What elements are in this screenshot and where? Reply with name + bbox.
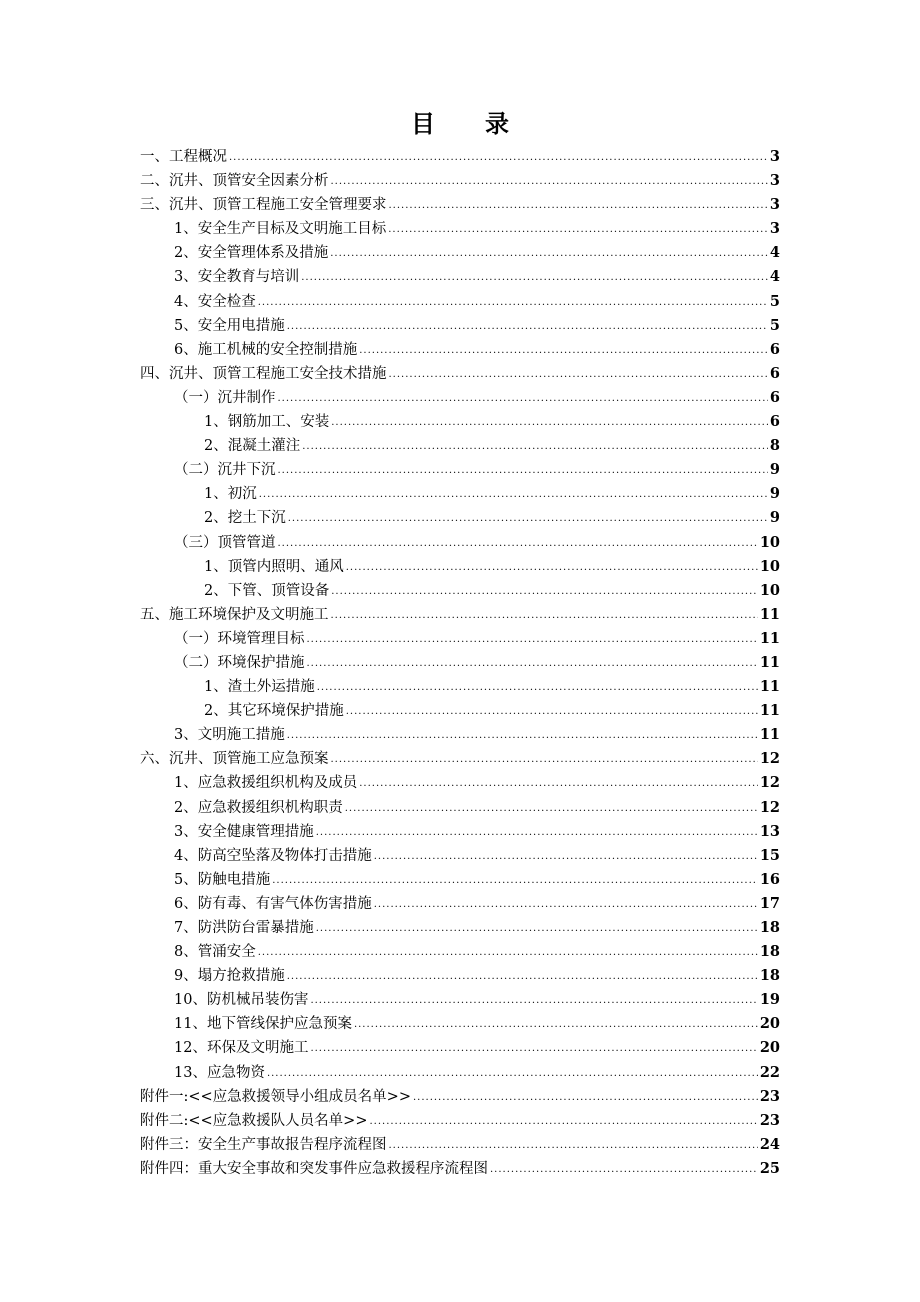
toc-entry-label: 2、安全管理体系及措施 <box>174 245 329 262</box>
toc-entry[interactable] <box>140 1157 780 1181</box>
toc-page-number: 9 <box>769 485 780 503</box>
toc-page-number: 8 <box>769 437 780 455</box>
toc-entry-label: 1、顶管内照明、通风 <box>204 558 344 575</box>
toc-leader-dots <box>278 466 768 476</box>
toc-leader-dots <box>278 394 768 404</box>
toc-entry-label: 一、工程概况 <box>140 149 227 165</box>
toc-entry-label: 1、应急救援组织机构及成员 <box>174 775 358 792</box>
toc-entry-label: 2、挖土下沉 <box>204 510 286 527</box>
toc-page-number: 24 <box>759 1135 780 1153</box>
toc-entry-label: 附件三：安全生产事故报告程序流程图 <box>140 1136 387 1153</box>
toc-entry-label: 附件一:<<应急救援领导小组成员名单>> <box>140 1088 411 1105</box>
toc-page-number: 11 <box>759 653 780 671</box>
toc-page-number: 3 <box>769 220 780 238</box>
toc-entry-label: 6、防有毒、有害气体伤害措施 <box>174 895 372 912</box>
toc-leader-dots <box>359 779 758 789</box>
toc-entry[interactable] <box>140 1085 780 1109</box>
toc-leader-dots <box>287 972 758 982</box>
toc-leader-dots <box>331 587 758 597</box>
toc-entry-label: 4、防高空坠落及物体打击措施 <box>174 847 372 864</box>
toc-entry-label: （三）顶管管道 <box>174 534 276 551</box>
toc-entry[interactable] <box>140 1061 780 1085</box>
toc-entry[interactable] <box>140 458 780 482</box>
toc-entry-label: 附件四：重大安全事故和突发事件应急救援程序流程图 <box>140 1160 488 1177</box>
toc-entry-label: （二）环境保护措施 <box>174 654 305 671</box>
toc-entry-label: 10、防机械吊装伤害 <box>174 992 309 1009</box>
toc-entry-label: 2、其它环境保护措施 <box>204 703 344 720</box>
toc-page-number: 11 <box>759 605 780 623</box>
toc-leader-dots <box>278 539 758 549</box>
toc-entry-label: 7、防洪防台雷暴措施 <box>174 920 314 936</box>
toc-page-number: 12 <box>759 750 780 768</box>
toc-leader-dots <box>354 1020 758 1030</box>
toc-entry-label: 3、安全教育与培训 <box>174 269 300 286</box>
toc-entry[interactable] <box>140 290 780 314</box>
toc-entry[interactable] <box>140 964 780 988</box>
title-char-1: 目 <box>411 109 435 138</box>
toc-page-number: 17 <box>759 894 780 912</box>
toc-entry[interactable] <box>140 916 780 940</box>
toc-entry-label: 11、地下管线保护应急预案 <box>174 1016 352 1033</box>
toc-page-number: 15 <box>759 846 780 864</box>
toc-page-number: 11 <box>759 629 780 647</box>
toc-page-number: 12 <box>759 774 780 792</box>
toc-leader-dots <box>310 1044 757 1054</box>
toc-entry-label: 5、安全用电措施 <box>174 317 285 334</box>
toc-page-number: 5 <box>769 316 780 334</box>
toc-entry[interactable] <box>140 241 780 265</box>
toc-leader-dots <box>490 1165 758 1175</box>
toc-leader-dots <box>287 322 768 332</box>
toc-entry-label: 五、施工环境保护及文明施工 <box>140 606 329 623</box>
toc-entry-label: 2、下管、顶管设备 <box>204 582 330 599</box>
toc-page-number: 3 <box>769 148 780 165</box>
toc-leader-dots <box>388 225 768 235</box>
toc-page-number: 25 <box>759 1159 780 1177</box>
toc-leader-dots <box>307 659 758 669</box>
toc-leader-dots <box>331 418 768 428</box>
toc-entry[interactable] <box>140 193 780 217</box>
toc-leader-dots <box>316 828 758 838</box>
toc-page-number: 4 <box>769 244 780 262</box>
toc-leader-dots <box>346 563 758 573</box>
toc-entry[interactable] <box>140 338 780 362</box>
toc-leader-dots <box>272 876 758 886</box>
toc-entry[interactable] <box>140 892 780 916</box>
toc-entry-label: 三、沉井、顶管工程施工安全管理要求 <box>140 197 387 214</box>
toc-leader-dots <box>346 707 758 717</box>
toc-entry-label: 1、渣土外运措施 <box>204 679 315 696</box>
toc-page-number: 18 <box>759 919 780 936</box>
toc-page-number: 5 <box>769 292 780 310</box>
toc-leader-dots <box>374 852 758 862</box>
toc-entry[interactable] <box>140 820 780 844</box>
toc-entry[interactable] <box>140 796 780 820</box>
toc-entry-label: 1、钢筋加工、安装 <box>204 414 330 431</box>
toc-entry-label: 4、安全检查 <box>174 293 256 310</box>
toc-page-number: 18 <box>759 943 780 961</box>
toc-entry-label: 1、初沉 <box>204 486 257 503</box>
toc-leader-dots <box>330 249 768 259</box>
title-char-2: 录 <box>485 109 509 138</box>
toc-page-number: 20 <box>759 1039 780 1057</box>
toc-page-number: 18 <box>759 967 780 985</box>
toc-page-number: 6 <box>769 388 780 406</box>
toc-page-number: 10 <box>759 557 780 575</box>
toc-leader-dots <box>258 948 758 958</box>
toc-entry[interactable] <box>140 627 780 651</box>
toc-entry[interactable] <box>140 940 780 964</box>
toc-page-number: 6 <box>769 413 780 431</box>
toc-page-number: 23 <box>759 1087 780 1105</box>
toc-leader-dots <box>288 514 768 524</box>
toc-page-number: 9 <box>769 509 780 527</box>
toc-entry[interactable] <box>140 603 780 627</box>
toc-entry-label: （二）沉井下沉 <box>174 462 276 479</box>
toc-entry[interactable] <box>140 531 780 555</box>
toc-entry-label: 5、防触电措施 <box>174 871 271 888</box>
toc-entry[interactable] <box>140 699 780 723</box>
toc-entry-label: 6、施工机械的安全控制措施 <box>174 341 358 358</box>
toc-page-number: 10 <box>759 581 780 599</box>
toc-leader-dots <box>374 900 758 910</box>
toc-entry-label: 2、混凝土灌注 <box>204 438 301 455</box>
toc-leader-dots <box>331 611 758 621</box>
toc-leader-dots <box>317 683 758 693</box>
toc-entry[interactable] <box>140 482 780 506</box>
toc-page-number: 4 <box>769 268 780 286</box>
toc-entry[interactable] <box>140 771 780 795</box>
toc-page-number: 11 <box>759 678 780 696</box>
toc-entry[interactable] <box>140 362 780 386</box>
toc-page-number: 23 <box>759 1111 780 1129</box>
toc-entry[interactable] <box>140 217 780 241</box>
toc-leader-dots <box>345 804 758 814</box>
toc-page-number: 6 <box>769 364 780 382</box>
toc-page-number: 3 <box>769 172 780 190</box>
toc-entry[interactable] <box>140 1036 780 1060</box>
toc-leader-dots <box>301 273 768 283</box>
toc-leader-dots <box>316 924 758 934</box>
toc-entry[interactable] <box>140 1109 780 1133</box>
toc-entry[interactable] <box>140 265 780 289</box>
toc-entry-label: 附件二:<<应急救援队人员名单>> <box>140 1112 368 1129</box>
toc-page-number: 9 <box>769 461 780 479</box>
toc-leader-dots <box>258 298 768 308</box>
toc-leader-dots <box>267 1069 758 1079</box>
table-of-contents <box>140 145 780 1181</box>
toc-leader-dots <box>307 635 758 645</box>
toc-entry-label: 二、沉井、顶管安全因素分析 <box>140 173 329 190</box>
toc-entry[interactable] <box>140 555 780 579</box>
toc-entry[interactable] <box>140 386 780 410</box>
toc-entry-label: 2、应急救援组织机构职责 <box>174 799 343 816</box>
toc-entry[interactable] <box>140 579 780 603</box>
toc-entry-label: 3、文明施工措施 <box>174 727 285 744</box>
toc-entry[interactable] <box>140 434 780 458</box>
toc-leader-dots <box>287 731 758 741</box>
toc-page-number: 19 <box>759 991 780 1009</box>
toc-entry-label: 12、环保及文明施工 <box>174 1040 309 1057</box>
toc-leader-dots <box>229 153 768 163</box>
toc-entry-label: 8、管涌安全 <box>174 944 256 961</box>
toc-leader-dots <box>259 490 768 500</box>
toc-entry-label: 3、安全健康管理措施 <box>174 823 314 840</box>
toc-entry[interactable] <box>140 988 780 1012</box>
toc-leader-dots <box>389 370 768 380</box>
toc-leader-dots <box>389 201 768 211</box>
toc-entry[interactable] <box>140 1012 780 1036</box>
toc-leader-dots <box>369 1117 757 1127</box>
toc-page-number: 11 <box>759 726 780 744</box>
toc-entry[interactable] <box>140 169 780 193</box>
toc-page-number: 16 <box>759 870 780 888</box>
toc-entry[interactable] <box>140 723 780 747</box>
toc-entry[interactable] <box>140 675 780 699</box>
toc-entry-label: 四、沉井、顶管工程施工安全技术措施 <box>140 365 387 382</box>
toc-entry-label: 13、应急物资 <box>174 1064 265 1081</box>
toc-page-number: 3 <box>769 196 780 214</box>
toc-leader-dots <box>359 346 768 356</box>
toc-entry[interactable] <box>140 410 780 434</box>
toc-entry[interactable] <box>140 506 780 530</box>
toc-leader-dots <box>302 442 768 452</box>
toc-leader-dots <box>331 177 768 187</box>
toc-entry-label: 1、安全生产目标及文明施工目标 <box>174 221 387 238</box>
toc-page-number: 10 <box>759 533 780 551</box>
toc-entry-label: （一）沉井制作 <box>174 389 276 406</box>
toc-leader-dots <box>310 996 757 1006</box>
page-title <box>0 104 920 139</box>
toc-entry[interactable] <box>140 651 780 675</box>
toc-page-number: 22 <box>759 1063 780 1081</box>
toc-entry[interactable] <box>140 314 780 338</box>
toc-entry[interactable] <box>140 844 780 868</box>
toc-page-number: 12 <box>759 798 780 816</box>
toc-entry[interactable] <box>140 868 780 892</box>
toc-entry[interactable] <box>140 145 780 169</box>
toc-entry-label: （一）环境管理目标 <box>174 630 305 647</box>
toc-page-number: 20 <box>759 1015 780 1033</box>
toc-page-number: 11 <box>759 702 780 720</box>
toc-page-number: 13 <box>759 822 780 840</box>
toc-leader-dots <box>331 755 758 765</box>
toc-entry[interactable] <box>140 1133 780 1157</box>
toc-entry-label: 9、塌方抢救措施 <box>174 968 285 985</box>
toc-entry-label: 六、沉井、顶管施工应急预案 <box>140 751 329 768</box>
toc-leader-dots <box>389 1141 758 1151</box>
toc-leader-dots <box>413 1093 758 1103</box>
toc-entry[interactable] <box>140 747 780 771</box>
toc-page-number: 6 <box>769 340 780 358</box>
